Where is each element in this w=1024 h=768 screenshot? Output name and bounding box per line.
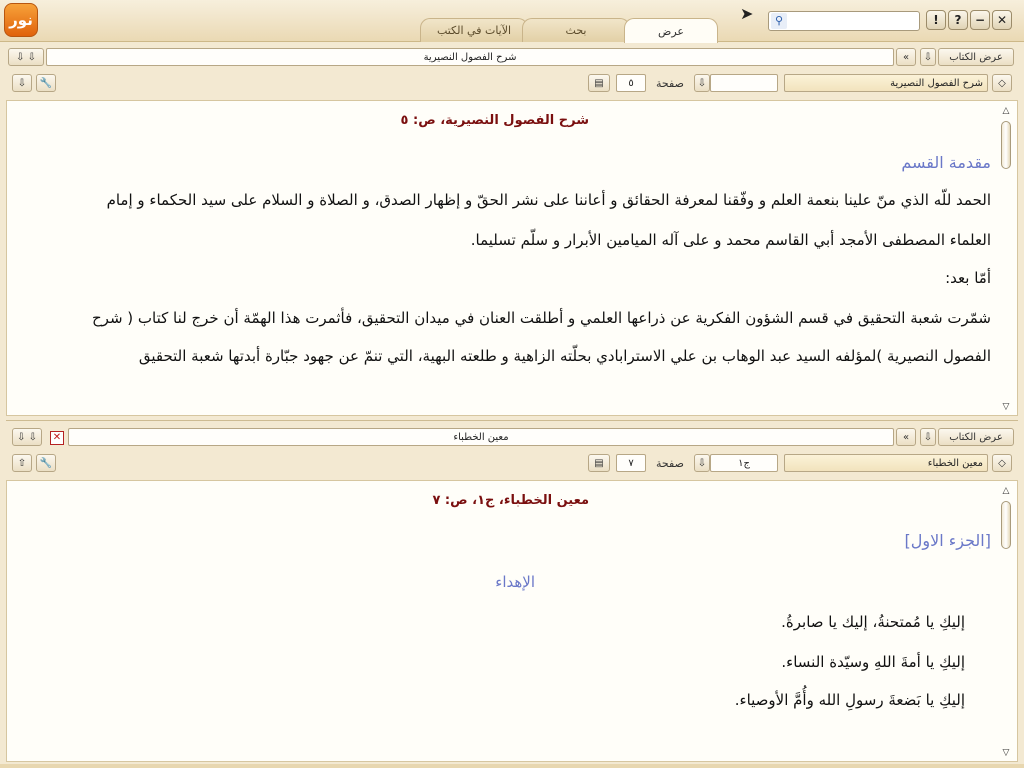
double-chevron-icon[interactable]: « <box>896 48 916 66</box>
arrow-down-icon[interactable]: ⇩ <box>12 74 32 92</box>
tab-verses-in-books[interactable]: الآيات في الكتب <box>420 18 528 42</box>
arrow-down-icon[interactable]: ⇩ ⇩ <box>12 428 42 446</box>
scroll-thumb[interactable] <box>1001 501 1011 549</box>
panel1-page-title: شرح الفصول النصيرية، ص: ٥ <box>400 113 589 128</box>
close-icon[interactable]: ✕ <box>50 431 64 445</box>
panel1-page-input[interactable]: ٥ <box>616 74 646 92</box>
panel2-page-input[interactable]: ٧ <box>616 454 646 472</box>
panel1-line: الفصول النصيرية )لمؤلفه السيد عبد الوهاب بن علي الاسترابادي بحلّته الزاهية و طلعته البهية، التي تنمّ عن جهود جبّارة أبدتها شعبة التحقيق <box>138 347 991 365</box>
panel2-scrollbar[interactable] <box>999 485 1013 759</box>
books-icon[interactable]: ▤ <box>588 454 610 472</box>
panel1-line: أمّا بعد: <box>945 269 991 287</box>
scroll-down-icon[interactable]: ▽ <box>1002 402 1010 412</box>
panel1-scrollbar[interactable] <box>999 105 1013 413</box>
help-button[interactable]: ? <box>948 10 968 30</box>
panel1-content <box>6 100 1018 416</box>
eraser-icon[interactable]: ◇ <box>992 74 1012 92</box>
panel2-line: إليكِ يا مُمتحنةُ، إليك يا صابرةُ. <box>781 613 965 631</box>
scroll-down-icon[interactable]: ▽ <box>1002 748 1010 758</box>
arrow-down-icon[interactable]: ⇩ <box>920 48 936 66</box>
double-chevron-icon[interactable]: « <box>896 428 916 446</box>
panel1-heading: مقدمة القسم <box>901 153 991 172</box>
books-icon[interactable]: ▤ <box>588 74 610 92</box>
tab-search[interactable]: بحث <box>522 18 630 42</box>
wrench-icon[interactable]: 🔧 <box>36 454 56 472</box>
eraser-icon[interactable]: ◇ <box>992 454 1012 472</box>
panel1-page-label: صفحة <box>656 77 684 90</box>
panel-divider[interactable] <box>6 420 1018 421</box>
panel1-book-row <box>0 48 1024 70</box>
panel1-show-book-button[interactable]: عرض الكتاب <box>938 48 1014 66</box>
arrow-up-icon[interactable]: ⇧ <box>12 454 32 472</box>
scroll-thumb[interactable] <box>1001 121 1011 169</box>
search-icon[interactable]: ⚲ <box>771 13 787 29</box>
mouse-cursor-icon: ➤ <box>740 4 754 23</box>
app-logo: نور <box>4 3 38 37</box>
panel2-nav-row <box>0 454 1024 476</box>
window-bottom-edge <box>0 764 1024 768</box>
panel2-page-label: صفحة <box>656 457 684 470</box>
close-button[interactable]: ✕ <box>992 10 1012 30</box>
panel1-line: الحمد للّه الذي منّ علينا بنعمة العلم و وفّقنا لمعرفة الحقائق و أعاننا على نشر الحقّ و إظهار الصدق، و الصلاة و السلام على سيد الحكماء و إمام <box>106 191 991 209</box>
minimize-button[interactable]: − <box>970 10 990 30</box>
panel2-subheading: الإهداء <box>495 573 535 591</box>
panel1-nav-row <box>0 74 1024 96</box>
search-input[interactable] <box>768 11 920 31</box>
panel2-page-title: معين الخطباء، ج١، ص: ٧ <box>432 493 589 508</box>
panel2-volume-input[interactable]: ج١ <box>710 454 778 472</box>
alert-button[interactable]: ! <box>926 10 946 30</box>
arrow-down-icon[interactable]: ⇩ <box>694 74 710 92</box>
arrow-down-icon[interactable]: ⇩ <box>920 428 936 446</box>
panel2-heading: [الجزء الاول] <box>904 531 991 550</box>
panel2-book-row <box>0 428 1024 450</box>
panel1-volume-input[interactable] <box>710 74 778 92</box>
panel2-line: إليكِ يا بَضعةَ رسولِ الله وأُمَّ الأوصياء. <box>734 691 965 709</box>
arrow-down-icon[interactable]: ⇩ <box>694 454 710 472</box>
panel2-book-field[interactable]: معين الخطباء <box>68 428 894 446</box>
panel2-book-name-field[interactable]: معين الخطباء <box>784 454 988 472</box>
panel1-line: العلماء المصطفى الأمجد أبي القاسم محمد و على آله الميامين الأبرار و سلّم تسليما. <box>470 231 991 249</box>
panel2-line: إليكِ يا أمةَ اللهِ وسيّدة النساء. <box>781 653 965 671</box>
arrow-down-icon[interactable]: ⇩ ⇩ <box>8 48 44 66</box>
scroll-up-icon[interactable]: △ <box>1002 106 1010 116</box>
top-bar <box>0 0 1024 42</box>
panel2-content <box>6 480 1018 762</box>
tab-view[interactable]: عرض <box>624 18 718 43</box>
wrench-icon[interactable]: 🔧 <box>36 74 56 92</box>
panel1-book-name-field[interactable]: شرح الفصول النصيرية <box>784 74 988 92</box>
scroll-up-icon[interactable]: △ <box>1002 486 1010 496</box>
panel2-show-book-button[interactable]: عرض الكتاب <box>938 428 1014 446</box>
panel1-book-field[interactable]: شرح الفصول النصيرية <box>46 48 894 66</box>
panel1-line: شمّرت شعبة التحقيق في قسم الشؤون الفكرية عن ذراعها العلمي و أطلقت العنان في ميدان التحقيق، فأثمرت هذا الهمّة أن خرج لنا كتاب ( شرح <box>91 309 991 327</box>
